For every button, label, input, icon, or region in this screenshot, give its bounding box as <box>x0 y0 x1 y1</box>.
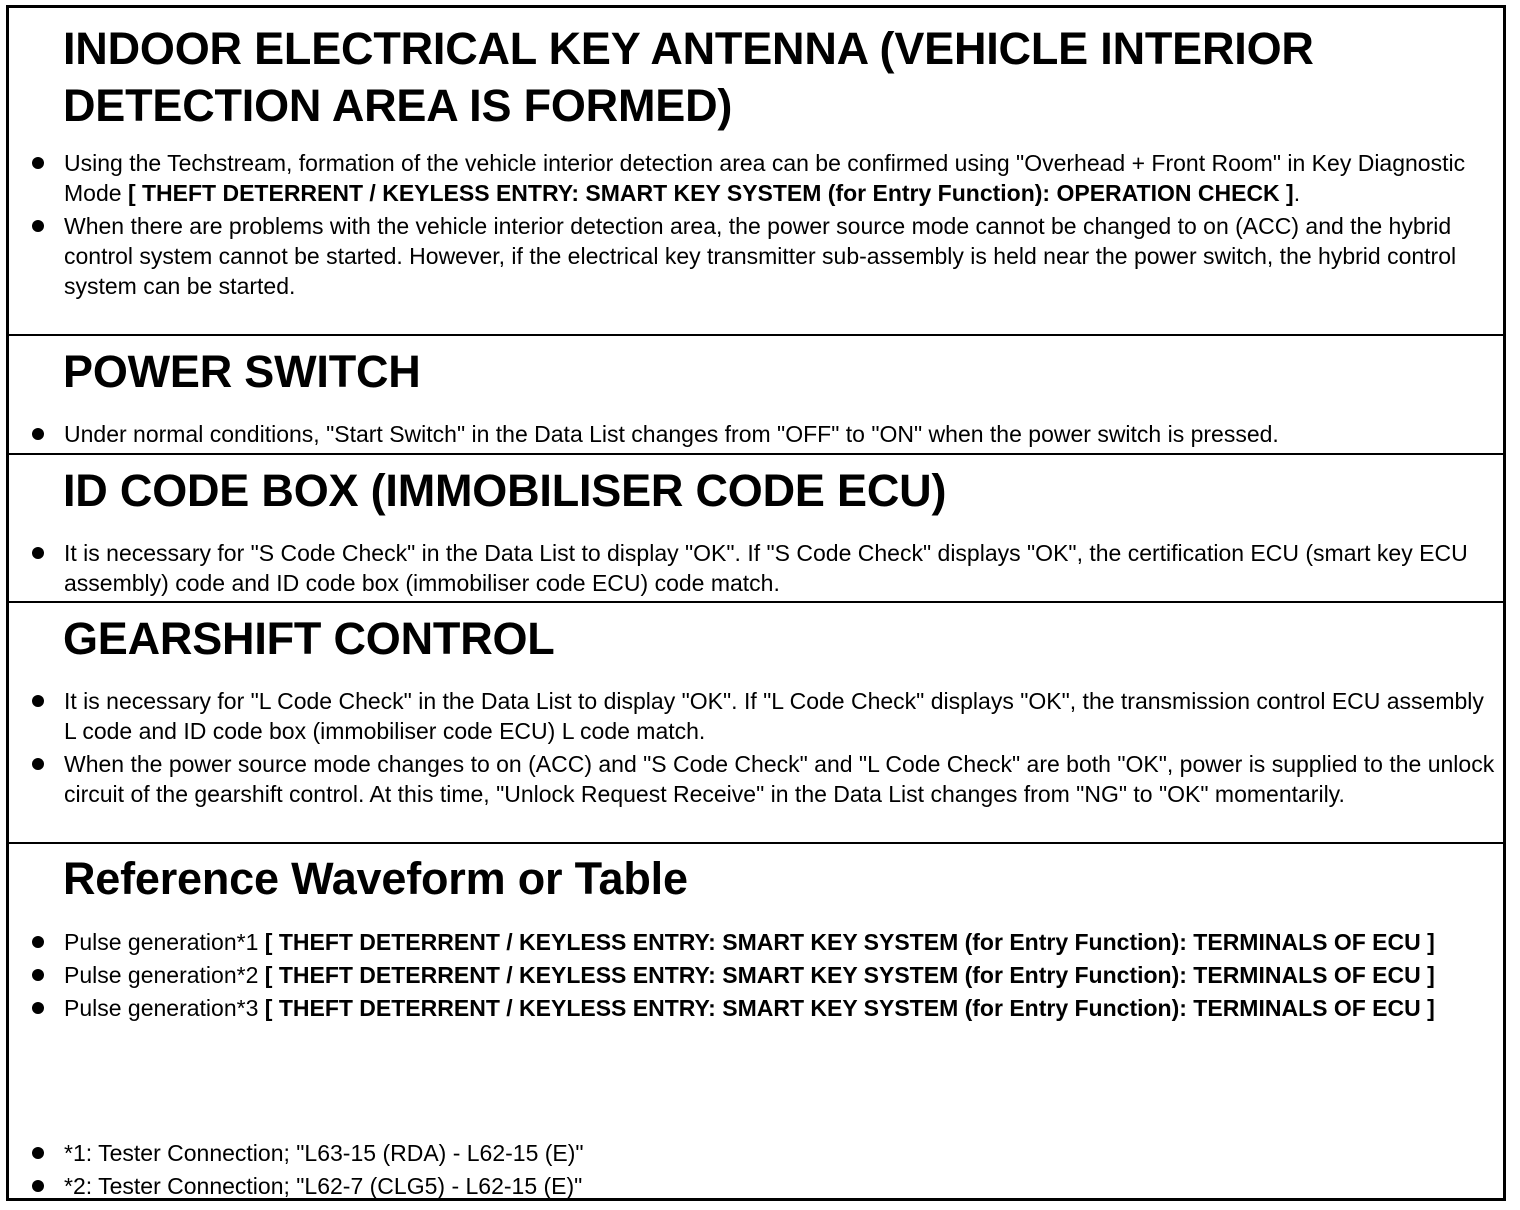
section-title-reference-waveform: Reference Waveform or Table <box>63 853 688 904</box>
section-divider <box>9 453 1503 455</box>
bullet-icon <box>32 547 44 559</box>
bullet-icon <box>32 1147 44 1159</box>
bullet-icon <box>32 1002 44 1014</box>
section-divider <box>9 334 1503 336</box>
item-text: It is necessary for "S Code Check" in the Data List to display "OK". If "S Code Check" displays "OK", the certification ECU (smart key ECU assembly) code and ID code box (immobiliser code ECU) code match. <box>64 540 1468 596</box>
section-title-gearshift-control: GEARSHIFT CONTROL <box>63 613 555 664</box>
item-text: Using the Techstream, formation of the vehicle interior detection area can be confirmed using "Overhead + Front Room" in Key Diagnostic Mode <box>64 150 1466 206</box>
bullet-icon <box>32 1180 44 1192</box>
section-title-id-code-box: ID CODE BOX (IMMOBILISER CODE ECU) <box>63 465 947 516</box>
item-text: Under normal conditions, "Start Switch" in the Data List changes from "OFF" to "ON" when the power switch is pressed. <box>64 421 1279 447</box>
list-item <box>9 419 1503 449</box>
item-text: When the power source mode changes to on (ACC) and "S Code Check" and "L Code Check" are both "OK", power is supplied to the unlock circuit of the gearshift control. At this time, "Unlock Request Receive" in the Data List changes from "NG" to "OK" momentarily. <box>64 751 1495 807</box>
item-text: When there are problems with the vehicle interior detection area, the power source mode cannot be changed to on (ACC) and the hybrid control system cannot be started. However, if the electrical key transmitter sub-assembly is held near the power switch, the hybrid control system can be started. <box>64 213 1457 299</box>
item-text-end: . <box>1293 180 1301 206</box>
list-item <box>9 960 1503 990</box>
note-text: *2: Tester Connection; "L62-7 (CLG5) - L62-15 (E)" <box>64 1173 583 1199</box>
section-list-power-switch <box>9 419 1503 449</box>
bullet-icon <box>32 969 44 981</box>
reference-link[interactable]: [ THEFT DETERRENT / KEYLESS ENTRY: SMART KEY SYSTEM (for Entry Function): TERMINALS OF ECU ] <box>264 995 1435 1021</box>
bullet-icon <box>32 157 44 169</box>
list-item <box>9 993 1503 1023</box>
section-list-id-code-box <box>9 538 1503 598</box>
section-list-reference-waveform <box>9 927 1503 1023</box>
list-item <box>9 211 1503 301</box>
section-list-indoor-antenna <box>9 148 1503 301</box>
section-list-gearshift-control <box>9 686 1503 809</box>
list-item <box>9 1138 1503 1168</box>
bullet-icon <box>32 758 44 770</box>
document-frame <box>6 5 1506 1201</box>
bullet-icon <box>32 936 44 948</box>
note-text: *1: Tester Connection; "L63-15 (RDA) - L62-15 (E)" <box>64 1140 584 1166</box>
list-item <box>9 686 1503 746</box>
list-item <box>9 1171 1503 1201</box>
section-divider <box>9 601 1503 603</box>
item-text: Pulse generation*1 <box>64 929 265 955</box>
list-item <box>9 749 1503 809</box>
section-divider <box>9 842 1503 844</box>
reference-link[interactable]: [ THEFT DETERRENT / KEYLESS ENTRY: SMART KEY SYSTEM (for Entry Function): OPERATION CHECK ] <box>127 180 1294 206</box>
tester-connection-notes <box>9 1138 1503 1201</box>
list-item <box>9 148 1503 208</box>
reference-link[interactable]: [ THEFT DETERRENT / KEYLESS ENTRY: SMART KEY SYSTEM (for Entry Function): TERMINALS OF ECU ] <box>264 929 1435 955</box>
bullet-icon <box>32 695 44 707</box>
reference-link[interactable]: [ THEFT DETERRENT / KEYLESS ENTRY: SMART KEY SYSTEM (for Entry Function): TERMINALS OF ECU ] <box>264 962 1435 988</box>
item-text: Pulse generation*2 <box>64 962 265 988</box>
list-item <box>9 927 1503 957</box>
item-text: Pulse generation*3 <box>64 995 265 1021</box>
item-text: It is necessary for "L Code Check" in the Data List to display "OK". If "L Code Check" displays "OK", the transmission control ECU assembly L code and ID code box (immobiliser code ECU) L code match. <box>64 688 1484 744</box>
list-item <box>9 538 1503 598</box>
section-title-power-switch: POWER SWITCH <box>63 346 421 397</box>
bullet-icon <box>32 428 44 440</box>
bullet-icon <box>32 220 44 232</box>
section-title-indoor-antenna: INDOOR ELECTRICAL KEY ANTENNA (VEHICLE INTERIOR DETECTION AREA IS FORMED) <box>63 23 1314 131</box>
